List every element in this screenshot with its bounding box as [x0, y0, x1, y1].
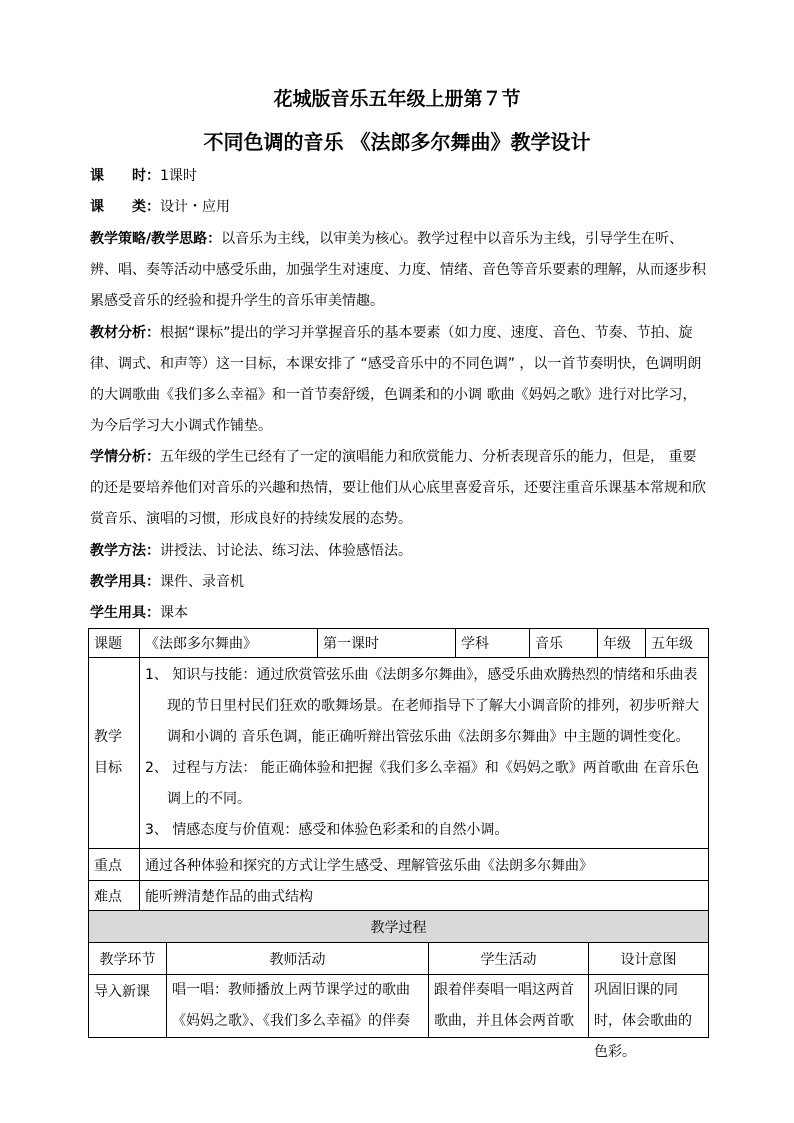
key-point-label: 重点: [89, 849, 140, 881]
design-intent-cell: [589, 975, 709, 1060]
student-tools-text: 课本: [160, 605, 188, 621]
design-intent-text: 巩固旧课的同时，体会歌曲的色彩。: [594, 982, 692, 1060]
student-tools-label: 学生用具：: [90, 605, 160, 621]
period-line: [90, 166, 197, 186]
method-label: 教学方法：: [90, 543, 160, 559]
column-header: 学生活动: [429, 943, 589, 975]
grade-label: 年级: [598, 629, 646, 658]
lesson-info-table: [88, 628, 709, 911]
type-value: 设计・应用: [160, 199, 230, 215]
type-line: [90, 197, 230, 217]
key-point-row: [89, 849, 709, 881]
goal-item: 1、 知识与技能：通过欣赏管弦乐曲《法朗多尔舞曲》，感受乐曲欢腾热烈的情绪和乐曲表现的节日里村民们狂欢的歌舞场景。在老师指导下了解大小调音阶的排列，初步听辩大调和小调的 音乐色调，能正确听辩出管弦乐曲《法朗多尔舞曲》中主题的调性变化。: [145, 667, 699, 745]
difficulty-label: 难点: [89, 881, 140, 911]
teaching-process-table: [88, 910, 709, 1060]
material-label: 教材分析：: [90, 325, 160, 341]
subject-value: 音乐: [530, 629, 598, 658]
table-row: [89, 975, 709, 1038]
material-text: 根据“课标”提出的学习并掌握音乐的基本要素（如力度、速度、音色、节奏、节拍、旋律、调式、和声等）这一目标，本课安排了 “感受音乐中的不同色调” ，以一首节奏明快，色调明朗的大调歌曲《我们多么幸福》和一首节奏舒缓，色调柔和的小调 歌曲《妈妈之歌》进行对比学习，为今后学习大小调式作铺垫。: [90, 325, 702, 434]
grade-value: 五年级: [646, 629, 709, 658]
student-tools-section: [90, 598, 710, 629]
document-subtitle: 不同色调的音乐 《法郎多尔舞曲》教学设计: [203, 130, 591, 154]
document-title: 花城版音乐五年级上册第７节: [273, 88, 521, 110]
student-analysis-label: 学情分析：: [90, 449, 160, 465]
goal-item: 2、 过程与方法： 能正确体验和把握《我们多么幸福》和《妈妈之歌》两首歌曲 在音乐色调上的不同。: [145, 760, 700, 807]
teacher-activity-text: 唱一唱：教师播放上两节课学过的歌曲《妈妈之歌》、《我们多么幸福》的伴奏: [172, 982, 410, 1029]
material-section: [90, 318, 710, 442]
key-point-value: 通过各种体验和探究的方式让学生感受、理解管弦乐曲《法朗多尔舞曲》: [140, 849, 709, 881]
goals-row: [89, 658, 709, 849]
tools-text: 课件、录音机: [160, 574, 244, 590]
process-columns-row: [89, 943, 709, 975]
period-cell: 第一课时: [318, 629, 456, 658]
type-label: 课 类：: [90, 199, 160, 215]
student-analysis-section: [90, 442, 710, 535]
strategy-section: [90, 224, 710, 317]
goals-cell: [140, 658, 709, 849]
topic-row: [89, 629, 709, 658]
strategy-text: 以音乐为主线，以审美为核心。教学过程中以音乐为主线，引导学生在听、辨、唱、奏等活动中感受乐曲，加强学生对速度、力度、情绪、音色等音乐要素的理解，从而逐步积累感受音乐的经验和提升学生的音乐审美情趣。: [90, 231, 706, 309]
difficulty-row: [89, 881, 709, 911]
student-activity-text: 跟着伴奏唱一唱这两首歌曲，并且体会两首歌: [434, 982, 574, 1029]
period-label: 课 时：: [90, 168, 160, 184]
subject-label: 学科: [456, 629, 530, 658]
topic-value: 《法郎多尔舞曲》: [140, 629, 318, 658]
process-header: 教学过程: [89, 911, 709, 943]
period-value: 1课时: [160, 168, 197, 184]
goals-list: [145, 658, 703, 848]
column-header: 设计意图: [589, 943, 709, 975]
goals-label: 教学目标: [89, 658, 140, 849]
tools-label: 教学用具：: [90, 574, 160, 590]
student-activity-cell: [429, 975, 589, 1038]
column-header: 教师活动: [167, 943, 429, 975]
student-analysis-text: 五年级的学生已经有了一定的演唱能力和欣赏能力、分析表现音乐的能力，但是， 重要的还是要培养他们对音乐的兴趣和热情，要让他们从心底里喜爱音乐，还要注重音乐课基本常规和欣赏音乐、演唱的习惯，形成良好的持续发展的态势。: [90, 449, 706, 527]
stage-cell: 导入新课: [89, 975, 167, 1038]
tools-section: [90, 567, 710, 598]
difficulty-value: 能听辨清楚作品的曲式结构: [140, 881, 709, 911]
process-header-row: [89, 911, 709, 943]
goal-item: 3、 情感态度与价值观：感受和体验色彩柔和的自然小调。: [145, 822, 509, 838]
teacher-activity-cell: [167, 975, 429, 1038]
strategy-label: 教学策略/教学思路：: [90, 231, 222, 247]
topic-label: 课题: [89, 629, 140, 658]
column-header: 教学环节: [89, 943, 167, 975]
method-section: [90, 536, 710, 567]
method-text: 讲授法、讨论法、练习法、体验感悟法。: [160, 543, 412, 559]
